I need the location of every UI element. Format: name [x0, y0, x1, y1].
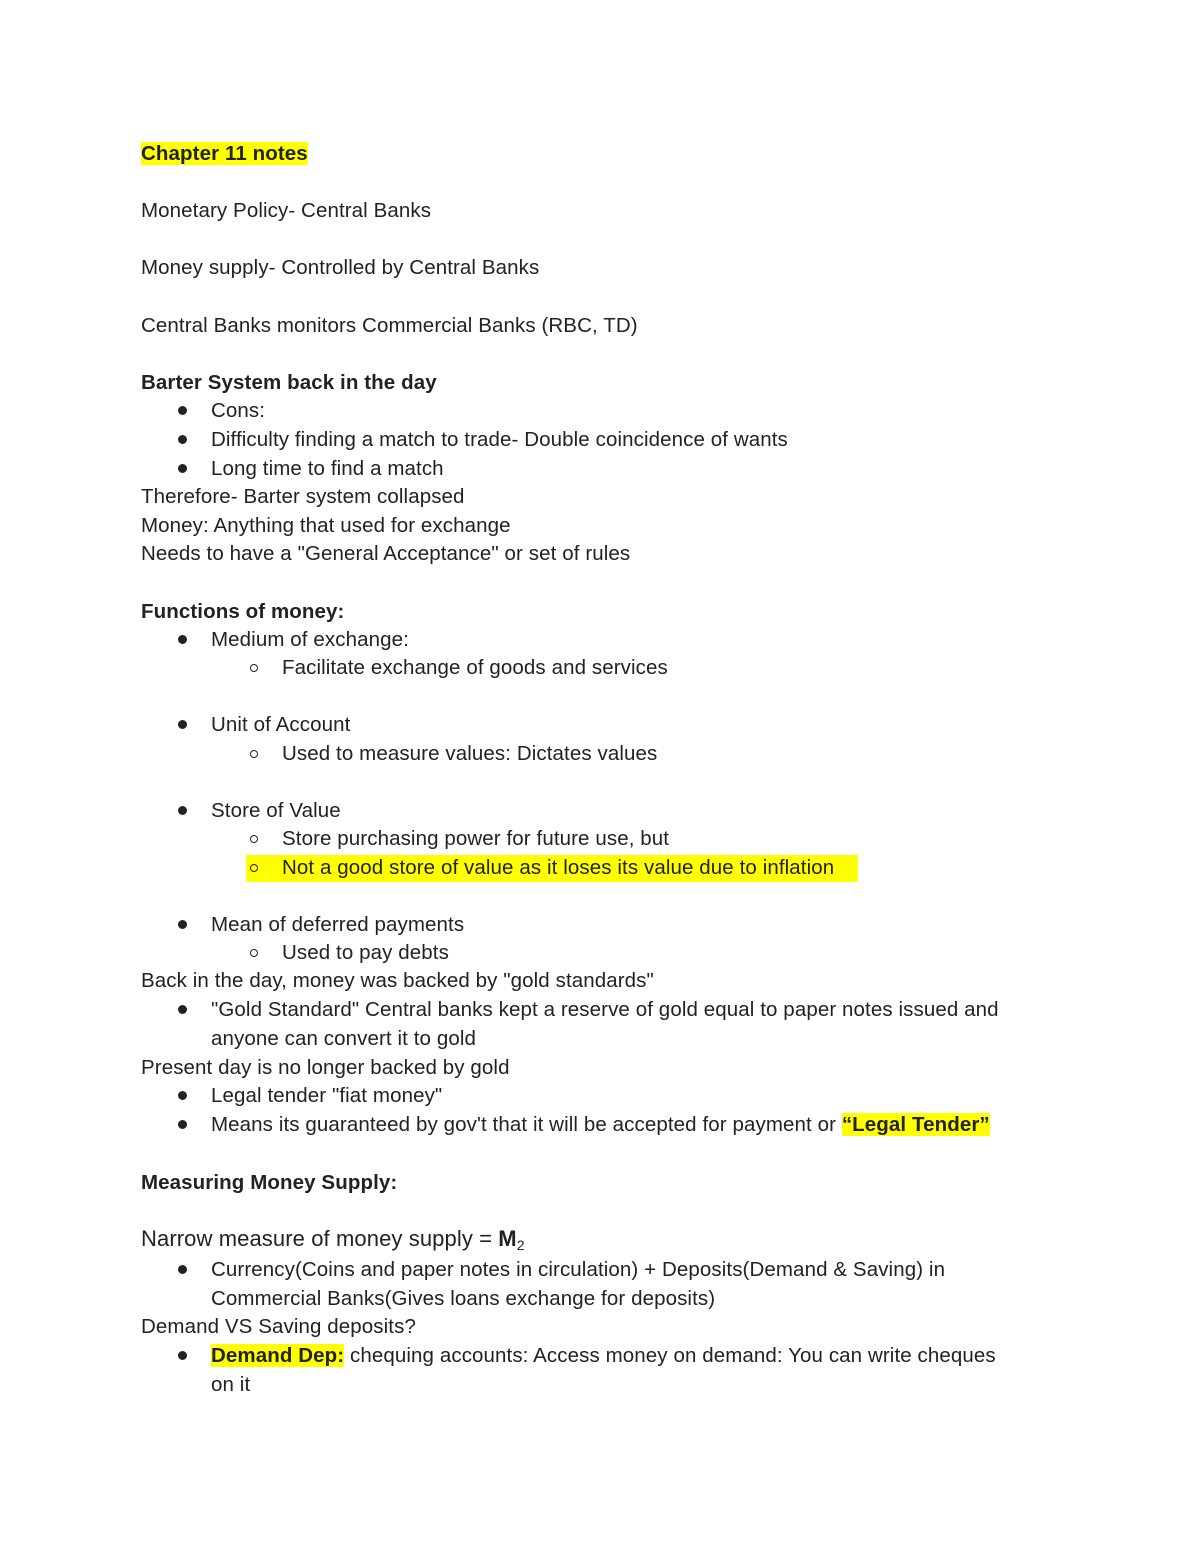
text-line: Back in the day, money was backed by "gold standards" — [141, 969, 654, 992]
hollow-bullet-icon — [250, 750, 258, 758]
list-item: Difficulty finding a match to trade- Double coincidence of wants — [211, 428, 788, 451]
bullet-icon — [178, 920, 187, 929]
section-heading-measuring: Measuring Money Supply: — [141, 1171, 398, 1194]
hollow-bullet-icon — [250, 664, 258, 672]
list-item: "Gold Standard" Central banks kept a reserve of gold equal to paper notes issued and — [211, 998, 999, 1021]
list-item: Medium of exchange: — [211, 628, 409, 651]
bullet-icon — [178, 1091, 187, 1100]
sub-list-item: Used to pay debts — [282, 941, 449, 964]
narrow-measure-line — [141, 1226, 525, 1258]
bullet-icon — [178, 464, 187, 473]
list-item-text: Means its guaranteed by gov't that it will be accepted for payment or — [211, 1113, 842, 1136]
bullet-icon — [178, 806, 187, 815]
section-heading-functions: Functions of money: — [141, 600, 345, 623]
text-line: Needs to have a "General Acceptance" or set of rules — [141, 542, 631, 565]
section-heading-barter: Barter System back in the day — [141, 371, 437, 394]
bullet-icon — [178, 406, 187, 415]
bullet-icon — [178, 1351, 187, 1360]
narrow-measure-text: Narrow measure of money supply = — [141, 1226, 499, 1251]
list-item: Cons: — [211, 399, 266, 422]
list-item: Unit of Account — [211, 713, 351, 736]
list-item-continuation: on it — [211, 1373, 251, 1396]
hollow-bullet-icon — [250, 835, 258, 843]
bullet-icon — [178, 1265, 187, 1274]
hollow-bullet-icon — [250, 864, 258, 872]
m-subscript: 2 — [516, 1237, 525, 1253]
m-letter: M — [498, 1226, 517, 1251]
sub-list-item: Facilitate exchange of goods and services — [282, 656, 668, 679]
list-item: Store of Value — [211, 799, 341, 822]
sub-list-item: Store purchasing power for future use, but — [282, 827, 670, 850]
sub-list-item: Used to measure values: Dictates values — [282, 742, 658, 765]
intro-line: Money supply- Controlled by Central Banks — [141, 256, 540, 279]
list-item-continuation: anyone can convert it to gold — [211, 1027, 477, 1050]
page-title: Chapter 11 notes — [141, 142, 308, 165]
bullet-icon — [178, 635, 187, 644]
hollow-bullet-icon — [250, 949, 258, 957]
list-item: Legal tender "fiat money" — [211, 1084, 443, 1107]
demand-dep-label: Demand Dep: — [211, 1344, 345, 1367]
bullet-icon — [178, 720, 187, 729]
list-item: Currency(Coins and paper notes in circulation) + Deposits(Demand & Saving) in — [211, 1258, 946, 1281]
intro-line: Monetary Policy- Central Banks — [141, 199, 432, 222]
list-item: Long time to find a match — [211, 457, 444, 480]
list-item — [211, 1112, 990, 1138]
list-item: Mean of deferred payments — [211, 913, 465, 936]
demand-dep-text: chequing accounts: Access money on demand: You can write cheques — [344, 1344, 996, 1367]
intro-line: Central Banks monitors Commercial Banks (RBC, TD) — [141, 314, 638, 337]
text-line: Present day is no longer backed by gold — [141, 1056, 510, 1079]
bullet-icon — [178, 1120, 187, 1129]
text-line: Money: Anything that used for exchange — [141, 514, 511, 537]
text-line: Therefore- Barter system collapsed — [141, 485, 465, 508]
text-line: Demand VS Saving deposits? — [141, 1315, 416, 1338]
bullet-icon — [178, 435, 187, 444]
legal-tender-highlight: “Legal Tender” — [841, 1113, 990, 1136]
sub-list-item-highlighted: Not a good store of value as it loses its value due to inflation — [282, 856, 835, 879]
list-item — [211, 1343, 996, 1369]
list-item-continuation: Commercial Banks(Gives loans exchange for deposits) — [211, 1287, 716, 1310]
bullet-icon — [178, 1005, 187, 1014]
